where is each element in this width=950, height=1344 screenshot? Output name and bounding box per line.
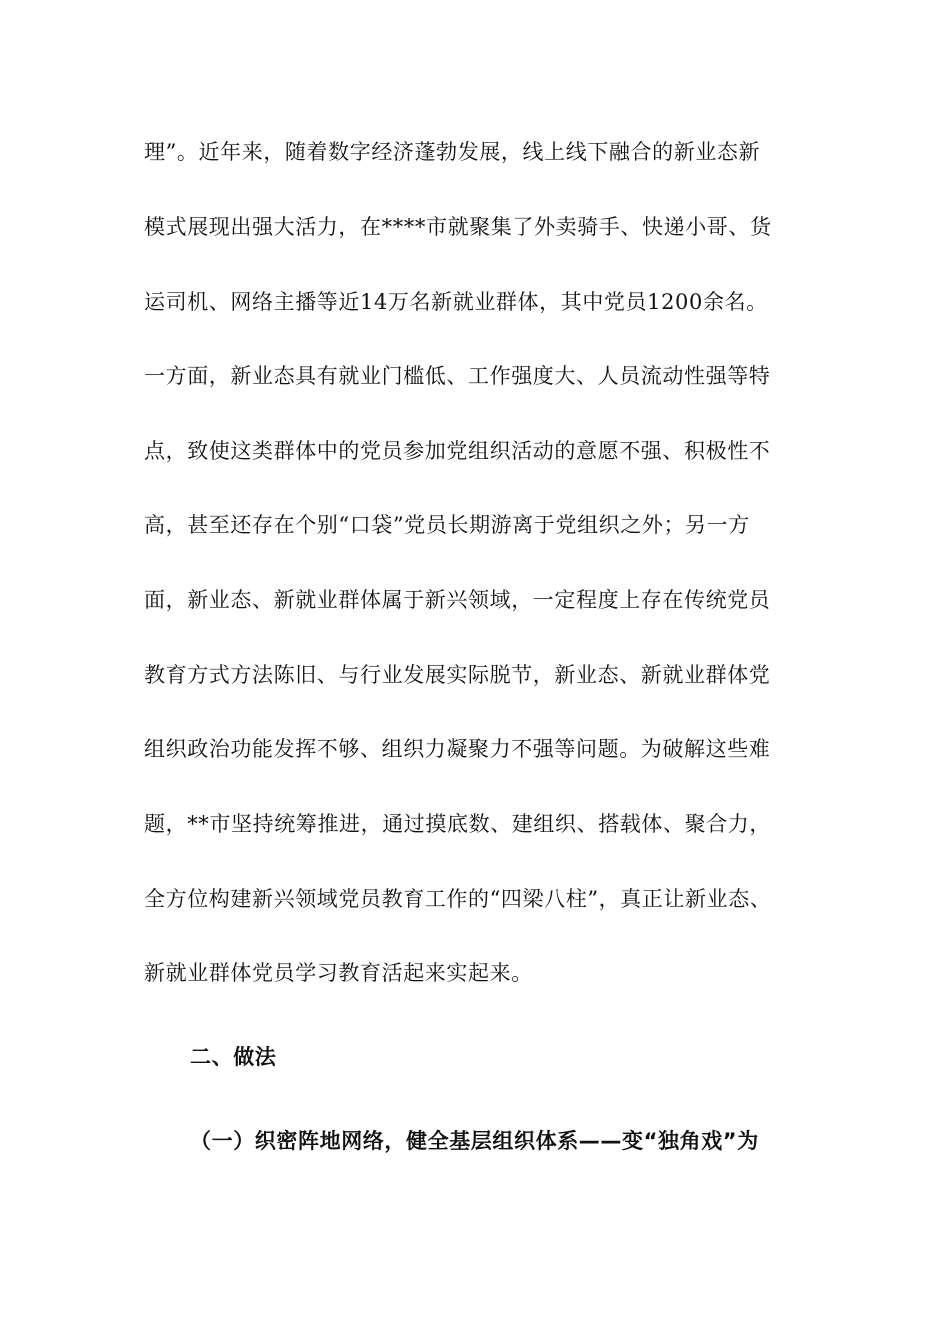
body-text-line: 点，致使这类群体中的党员参加党组织活动的意愿不强、积极性不 (144, 439, 771, 463)
body-text-line: 全方位构建新兴领域党员教育工作的“四梁八柱”，真正让新业态、 (144, 887, 772, 911)
body-text-line: 理”。近年来，随着数字经济蓬勃发展，线上线下融合的新业态新 (144, 140, 761, 164)
body-text-line: 一方面，新业态具有就业门槛低、工作强度大、人员流动性强等特 (144, 364, 771, 388)
body-text-line: 教育方式方法陈旧、与行业发展实际脱节，新业态、新就业群体党 (144, 663, 771, 687)
body-text-line: 运司机、网络主播等近14万名新就业群体，其中党员1200余名。 (144, 290, 768, 314)
body-text-line: 组织政治功能发挥不够、组织力凝聚力不强等问题。为破解这些难 (144, 737, 771, 761)
body-text-line: 新就业群体党员学习教育活起来实起来。 (144, 961, 533, 985)
subsection-heading: （一）织密阵地网络，健全基层组织体系——变“独角戏”为 (190, 1129, 759, 1153)
body-text-line: 题，**市坚持统筹推进，通过摸底数、建组织、搭载体、聚合力， (144, 812, 771, 836)
section-heading: 二、做法 (190, 1045, 277, 1069)
body-text-line: 高，甚至还存在个别“口袋”党员长期游离于党组织之外；另一方 (144, 513, 750, 537)
body-text-line: 面，新业态、新就业群体属于新兴领域，一定程度上存在传统党员 (144, 588, 771, 612)
body-text-line: 模式展现出强大活力，在****市就聚集了外卖骑手、快递小哥、货 (144, 215, 772, 239)
